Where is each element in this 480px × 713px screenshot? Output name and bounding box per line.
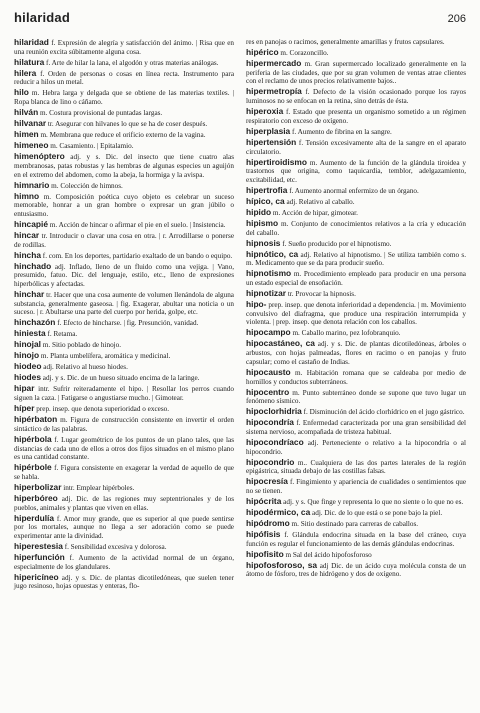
dictionary-entry xyxy=(246,138,466,156)
entry-definition: tr. Introducir o clavar una cosa en otra. | r. Arrodillarse o ponerse de rodillas. xyxy=(14,231,235,249)
entry-headword: hipocondrio xyxy=(246,456,295,467)
entry-headword: hiperplasia xyxy=(246,125,291,136)
dictionary-entry xyxy=(14,130,234,140)
entry-definition: m. Procedimiento empleado para producir en una persona un estado especial de ensoñación. xyxy=(246,270,466,288)
entry-headword: hipofosforoso, sa xyxy=(246,559,318,570)
dictionary-entry xyxy=(14,384,234,402)
entry-definition: adj. Relativo al hueso hiodes. xyxy=(43,363,128,372)
entry-definition: m. Conjunto de conocimientos relativos a la cría y educación del caballo. xyxy=(246,219,466,237)
entry-headword: hipar xyxy=(14,383,35,394)
entry-definition: m. Punto subterráneo donde se supone que tuvo lugar un fenómeno sísmico. xyxy=(246,388,466,406)
dictionary-entry xyxy=(246,59,466,86)
entry-headword: hiniesta xyxy=(14,328,46,339)
entry-definition: f. Sueño producido por el hipnotismo. xyxy=(282,239,392,248)
entry-definition: adj. y s. Dic. de plantas dicotiledóneas, árboles o arbustos, con hojas palmeadas, flores en racimo o en panojas y fruto capsular; como el castaño de Indias. xyxy=(246,340,466,366)
entry-definition: f. Sensibilidad excesiva y dolorosa. xyxy=(64,543,167,552)
dictionary-entry xyxy=(246,388,466,406)
entry-definition: m. Sitio poblado de hinojo. xyxy=(42,341,122,350)
entry-headword: hilván xyxy=(14,107,39,118)
entry-headword: himenóptero xyxy=(14,151,65,162)
entry-definition: f. Enfermedad caracterizada por una gran sensibilidad del sistema nervioso, acompañada de tristeza habitual. xyxy=(246,419,466,436)
entry-definition: f. Disminución del ácido clorhídrico en el jugo gástrico. xyxy=(303,408,465,417)
dictionary-entry xyxy=(14,404,234,414)
entry-headword: hipericíneo xyxy=(14,571,59,582)
entry-headword: hipismo xyxy=(246,217,279,228)
dictionary-entry xyxy=(14,108,234,118)
entry-definition: m. Acción de hipar, gimotear. xyxy=(272,208,358,217)
dictionary-entry xyxy=(246,127,466,137)
dictionary-entry xyxy=(14,181,234,191)
entry-headword: hilera xyxy=(14,67,37,78)
entry-definition: f. com. En los deportes, partidario exaltado de un bando o equipo. xyxy=(42,251,233,260)
entry-headword: hipérbola xyxy=(14,433,52,444)
entry-headword: hiperoxia xyxy=(246,106,284,117)
dictionary-entry xyxy=(246,438,466,456)
dictionary-entry xyxy=(14,494,234,512)
page-number: 206 xyxy=(447,13,466,25)
entry-headword: hipofisito xyxy=(246,548,284,559)
dictionary-entry xyxy=(14,69,234,87)
entry-definition: f. Retama. xyxy=(47,330,78,339)
dictionary-entry xyxy=(14,573,234,591)
dictionary-entry xyxy=(246,407,466,417)
dictionary-entry xyxy=(246,219,466,237)
entry-definition: m. Planta umbelífera, aromática y medicinal. xyxy=(40,352,171,361)
entry-definition: m. Casamiento. | Epitalamio. xyxy=(50,142,134,151)
entry-headword: hipocresía xyxy=(246,476,288,487)
entry-headword: hipodérmico, ca xyxy=(246,507,311,518)
dictionary-entry xyxy=(14,483,234,493)
dictionary-entry xyxy=(246,458,466,476)
right-column xyxy=(246,38,466,592)
entry-headword: hipocampo xyxy=(246,327,291,338)
entry-definition: intr. Emplear hipérboles. xyxy=(63,483,135,492)
entry-definition: m. Hebra larga y delgada que se obtiene de las materias textiles. | Ropa blanca de lino o cáñamo. xyxy=(14,89,234,107)
entry-headword: hipertiroidismo xyxy=(246,156,307,167)
entry-definition: adj. Relativo al hipnotismo. | Se utiliza también como s. m. Medicamento que se da para producir sueño. xyxy=(246,250,466,268)
entry-definition: adj. y s. Dic. del insecto que tiene cuatro alas membranosas, patas robustas y las hembras de algunas especies un aguijón en el extremo del abdomen, como la abeja, la hormiga y la avispa. xyxy=(14,153,235,179)
dictionary-entry xyxy=(14,542,234,552)
entry-headword: hincar xyxy=(14,229,40,240)
entry-headword: hipnosis xyxy=(246,237,281,248)
dictionary-entry xyxy=(14,435,234,462)
entry-headword: hinchazón xyxy=(14,317,56,328)
entry-definition: prep. insep. que denota superioridad o exceso. xyxy=(36,405,170,414)
dictionary-entry xyxy=(14,340,234,350)
dictionary-entry xyxy=(246,87,466,105)
entry-headword: hipermercado xyxy=(246,58,302,68)
dictionary-entry xyxy=(246,530,466,548)
entry-headword: hipocentro xyxy=(246,386,290,397)
entry-headword: hiperfunción xyxy=(14,552,65,563)
entry-headword: hipnótico, ca xyxy=(246,248,299,259)
dictionary-entry xyxy=(246,368,466,386)
entry-definition: f. Arte de hilar la lana, el algodón y otras materias análogas. xyxy=(46,58,219,67)
dictionary-entry xyxy=(14,351,234,361)
dictionary-entry xyxy=(246,300,466,327)
entry-headword: hipérbole xyxy=(14,462,52,473)
dictionary-entry xyxy=(246,508,466,518)
dictionary-entry xyxy=(14,88,234,106)
entry-definition: adj Dic. de un ácido cuya molécula consta de un átomo de fósforo, tres de hidrógeno y dos de oxígeno. xyxy=(246,561,467,579)
entry-definition: m. Habitación romana que se caldeaba por medio de hornillos y conductos subterráneos. xyxy=(246,368,466,386)
dictionary-entry xyxy=(14,262,234,289)
dictionary-entry xyxy=(14,152,234,179)
entry-headword: hipódromo xyxy=(246,518,290,529)
entry-definition: intr. Sufrir reiteradamente el hipo. | Resollar los perros cuando siguen la caza. | Fatigarse o angustiarse mucho. | Gimotear. xyxy=(14,385,234,403)
entry-headword: hipnotizar xyxy=(246,288,287,299)
dictionary-entry xyxy=(14,192,234,219)
entry-headword: hiodes xyxy=(14,372,41,383)
dictionary-entry xyxy=(14,318,234,328)
entry-definition: f. Figura consistente en exagerar la verdad de aquello de que se habla. xyxy=(14,464,234,481)
dictionary-entry xyxy=(246,239,466,249)
entry-definition: m. Membrana que reduce el orificio externo de la vagina. xyxy=(40,131,206,140)
dictionary-entry xyxy=(246,48,466,58)
page-header xyxy=(14,10,466,32)
entry-headword: hilo xyxy=(14,87,29,98)
dictionary-entry xyxy=(246,519,466,529)
entry-definition: adj. Perteneciente o relativo a la hipocondría o al hipocondrio. xyxy=(246,438,466,456)
dictionary-entry xyxy=(14,329,234,339)
dictionary-entry xyxy=(14,220,234,230)
entry-definition: m. Figura de construcción consistente en invertir el orden sintáctico de las palabras. xyxy=(14,416,235,433)
entry-definition: f. Estado que presenta un organismo sometido a un régimen respiratorio con exceso de oxígeno. xyxy=(246,108,466,125)
dictionary-entry xyxy=(14,141,234,151)
entry-definition: res en panojas o racimos, generalmente amarillas y frutos capsulares. xyxy=(246,38,445,46)
guide-word: hilaridad xyxy=(14,10,70,25)
entry-headword: hipocondríaco xyxy=(246,436,304,447)
entry-definition: f. Efecto de hincharse. | fig. Presunción, vanidad. xyxy=(57,319,199,328)
entry-headword: hincapié xyxy=(14,218,48,229)
entry-definition: f. Expresión de alegría y satisfacción del ánimo. | Risa que en una reunión excita súbitamente alguna cosa. xyxy=(14,39,234,56)
entry-headword: hipido xyxy=(246,206,272,217)
entry-definition: m. Gran supermercado localizado generalmente en la periferia de las ciudades, que por su gran volumen de ventas atrae clientes con el reclamo de unos precios relativamente bajos.. xyxy=(246,60,467,86)
entry-headword: hilaridad xyxy=(14,37,49,47)
dictionary-entry xyxy=(246,497,466,507)
entry-definition: tr. Hacer que una cosa aumente de volumen llenándola de alguna substancia, generalmente gaseosa. | fig. Exagerar, abultar una noticia o un suceso. | r. Abultarse una parte del cuerpo por herida, golpe, etc. xyxy=(14,291,234,317)
entry-definition: adj. y s. Que finge y representa lo que no siente o lo que no es. xyxy=(283,498,464,507)
dictionary-entry xyxy=(246,339,466,366)
entry-headword: hinchado xyxy=(14,260,52,271)
entry-definition: adj. y s. Dic. de un hueso situado encima de la laringe. xyxy=(42,374,200,383)
dictionary-entry xyxy=(246,418,466,436)
dictionary-entry xyxy=(14,58,234,68)
entry-headword: hipoclorhidria xyxy=(246,406,302,417)
dictionary-entry xyxy=(14,373,234,383)
dictionary-entry xyxy=(246,107,466,125)
entry-columns xyxy=(14,38,466,592)
entry-headword: hipo- xyxy=(246,299,267,310)
entry-headword: hiperbolizar xyxy=(14,481,62,492)
entry-definition: f. Lugar geométrico de los puntos de un plano tales, que las distancias de cada uno de ellos a otros dos fijos situados en el mismo plano es una cantidad constante. xyxy=(14,435,235,462)
entry-definition: adj. Relativo al caballo. xyxy=(286,197,355,206)
entry-definition: tr. Provocar la hipnosis. xyxy=(287,290,356,299)
dictionary-entry xyxy=(14,231,234,249)
entry-headword: hipófisis xyxy=(246,529,281,540)
entry-definition: f. Glándula endocrina situada en la base del cráneo, cuya función es regular el funcionamiento de las demás glándulas endocrinas. xyxy=(246,531,466,548)
dictionary-entry xyxy=(246,477,466,495)
entry-headword: hipertensión xyxy=(246,136,297,147)
left-column xyxy=(14,38,234,592)
entry-headword: hiodeo xyxy=(14,361,42,372)
entry-definition: m. Costura provisional de puntadas largas. xyxy=(40,109,163,118)
dictionary-entry xyxy=(246,289,466,299)
entry-definition: f. Tensión excesivamente alta de la sangre en el aparato circulatorio. xyxy=(246,138,466,156)
dictionary-entry xyxy=(246,250,466,268)
dictionary-entry xyxy=(14,415,234,433)
entry-definition: m Sal del ácido hipofosforoso xyxy=(285,550,372,559)
entry-definition: f. Defecto de la visión ocasionado porque los rayos luminosos no se enfocan en la retina, sino detrás de ésta. xyxy=(246,88,467,106)
entry-definition: m. Acción de hincar o afirmar el pie en el suelo. | Insistencia. xyxy=(49,220,226,229)
entry-definition: m. Corazoncillo. xyxy=(280,49,329,57)
entry-headword: hilvanar xyxy=(14,118,47,129)
dictionary-entry xyxy=(14,290,234,317)
dictionary-entry xyxy=(14,251,234,261)
entry-definition: tr. Asegurar con hilvanes lo que se ha de coser después. xyxy=(47,120,208,129)
entry-headword: hipermetropía xyxy=(246,86,302,97)
dictionary-entry xyxy=(246,186,466,196)
entry-headword: hipérico xyxy=(246,47,279,57)
entry-headword: hiperdulía xyxy=(14,512,55,523)
entry-headword: hipocastáneo, ca xyxy=(246,338,315,349)
entry-definition: f. Fingimiento y apariencia de cualidades o sentimientos que no se tienen. xyxy=(246,478,467,496)
dictionary-entry xyxy=(14,553,234,571)
entry-headword: hipertrofia xyxy=(246,184,288,195)
dictionary-entry xyxy=(14,463,234,481)
entry-headword: hinojal xyxy=(14,339,41,350)
entry-definition: m. Composición poética cuyo objeto es celebrar un suceso memorable, honrar a un gran hombre o expresar un gran júbilo o entusiasmo. xyxy=(14,192,235,218)
dictionary-entry xyxy=(14,514,234,541)
entry-headword: hiperestesia xyxy=(14,541,63,552)
dictionary-entry xyxy=(246,208,466,218)
dictionary-entry xyxy=(246,197,466,207)
entry-definition: m.. Cualquiera de las dos partes laterales de la región epigástrica, situada debajo de las costillas falsas. xyxy=(246,458,466,476)
entry-headword: hipnotismo xyxy=(246,268,292,279)
entry-definition: m. Colección de himnos. xyxy=(51,181,123,190)
entry-headword: himno xyxy=(14,190,40,201)
entry-headword: hinchar xyxy=(14,289,45,300)
entry-headword: himnario xyxy=(14,179,50,190)
entry-definition: f. Aumento de fibrina en la sangre. xyxy=(292,127,392,136)
entry-headword: hípico, ca xyxy=(246,195,285,206)
entry-definition: f. Aumento de la actividad normal de un órgano, especialmente de los glandulares. xyxy=(14,554,235,571)
entry-headword: hipérbaton xyxy=(14,414,58,425)
entry-headword: hincha xyxy=(14,249,41,260)
entry-headword: hinojo xyxy=(14,350,40,361)
dictionary-entry xyxy=(246,269,466,287)
dictionary-entry xyxy=(14,362,234,372)
entry-definition: adj. Dic. de lo que está o se pone bajo la piel. xyxy=(312,509,443,518)
dictionary-entry xyxy=(246,561,466,579)
entry-definition: adj. Dic. de las regiones muy septentrionales y de los pueblos, animales y plantas que viven en ellas. xyxy=(14,494,235,512)
entry-headword: hiperbóreo xyxy=(14,492,58,503)
entry-headword: hipocondría xyxy=(246,417,294,428)
entry-headword: himeneo xyxy=(14,140,49,151)
entry-definition: adj. y s. Dic. de plantas dicotiledóneas, que suelen tener jugo resinoso, hojas opuestas y enteras, flo- xyxy=(14,573,235,591)
entry-definition: m. Aumento de la función de la glándula tiroidea y trastornos que origina, como taquicardia, temblor, adelgazamiento, excitabilidad, etc. xyxy=(246,158,467,184)
entry-headword: hipocausto xyxy=(246,366,291,377)
dictionary-entry xyxy=(246,550,466,560)
entry-definition: m. Sitio destinado para carreras de caballos. xyxy=(291,520,419,529)
dictionary-entry xyxy=(246,328,466,338)
entry-definition: m. Caballo marino, pez lofobranquio. xyxy=(292,329,401,338)
entry-headword: himen xyxy=(14,129,39,140)
dictionary-entry xyxy=(246,158,466,185)
entry-definition: f. Amor muy grande, que es superior al que puede sentirse por los mortales, aunque no llega a ser adoración como se puede experimentar ante la divinidad. xyxy=(14,514,235,541)
dictionary-entry xyxy=(14,38,234,56)
entry-headword: hipócrita xyxy=(246,496,282,507)
entry-definition: adj. Inflado, lleno de un fluido como una vejiga. | Vano, presumido, fatuo. Dic. del lenguaje, estilo, etc., lleno de expresiones hiperbólicas y afectadas. xyxy=(14,262,234,289)
entry-definition: prep. insep. que denota inferioridad a dependencia. | m. Movimiento convulsivo del diafragma, que produce una respiración interrumpida y violenta. | prep. insep. que denota relación con los caballos. xyxy=(246,301,466,327)
entry-headword: híper xyxy=(14,403,35,414)
entry-definition: f. Orden de personas o cosas en línea recta. Instrumento para reducir a hilos un metal. xyxy=(14,69,235,87)
entry-definition: f. Aumento anormal enfermizo de un órgano. xyxy=(289,186,419,195)
dictionary-entry xyxy=(246,38,466,47)
dictionary-entry xyxy=(14,119,234,129)
entry-headword: hilatura xyxy=(14,56,45,67)
